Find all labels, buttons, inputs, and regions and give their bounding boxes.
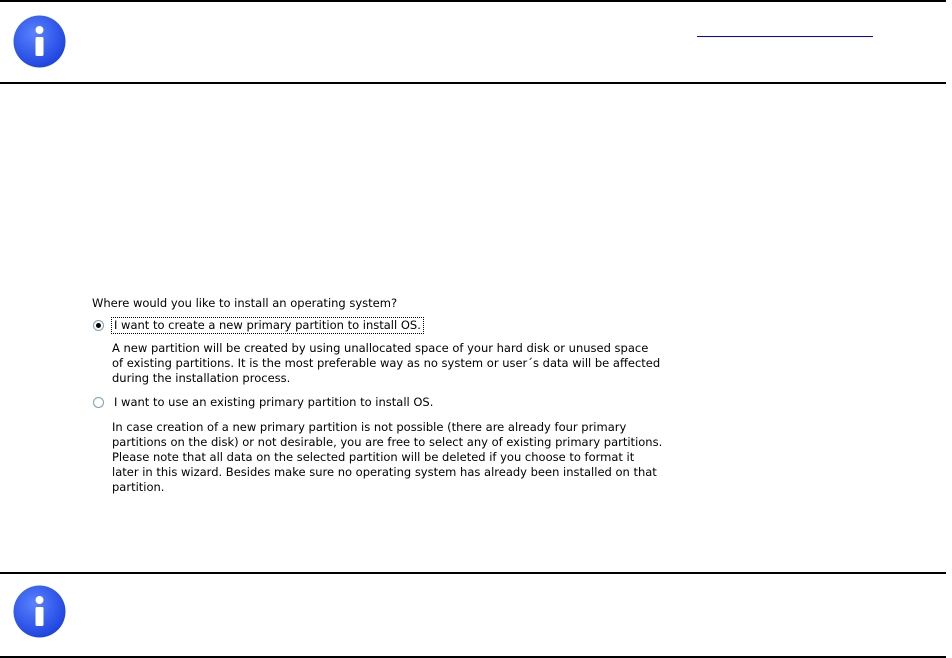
option-label-create-new[interactable]: I want to create a new primary partition to install OS. [114,318,421,332]
radio-button-checked[interactable] [93,320,104,331]
description-line: Please note that all data on the selected partition will be deleted if you choose to format it [112,450,635,464]
option-description-use-existing [92,420,663,495]
info-icon [12,14,67,69]
description-line: partitions on the disk) or not desirable, you are free to select any of existing primary partitions. [112,435,663,449]
radio-button-unchecked[interactable] [93,397,104,408]
description-line: partition. [112,480,165,494]
info-icon [12,584,67,639]
bottom-info-note [0,572,946,658]
radio-create-new-partition[interactable] [92,318,652,335]
description-line: A new partition will be created by using unallocated space of your hard disk or unused space [112,341,649,355]
note-link[interactable] [697,36,873,37]
description-line: later in this wizard. Besides make sure no operating system has already been installed on that [112,465,657,479]
radio-use-existing-partition[interactable] [92,395,652,412]
install-question: Where would you like to install an operating system? [92,296,398,310]
description-line: during the installation process. [112,371,291,385]
description-line: of existing partitions. It is the most preferable way as no system or user´s data will be affected [112,356,661,370]
option-label-use-existing[interactable]: I want to use an existing primary partition to install OS. [114,395,434,409]
option-description-create-new [92,341,661,386]
top-info-note [0,0,946,84]
description-line: In case creation of a new primary partition is not possible (there are already four primary [112,420,627,434]
install-location-panel [92,296,663,495]
